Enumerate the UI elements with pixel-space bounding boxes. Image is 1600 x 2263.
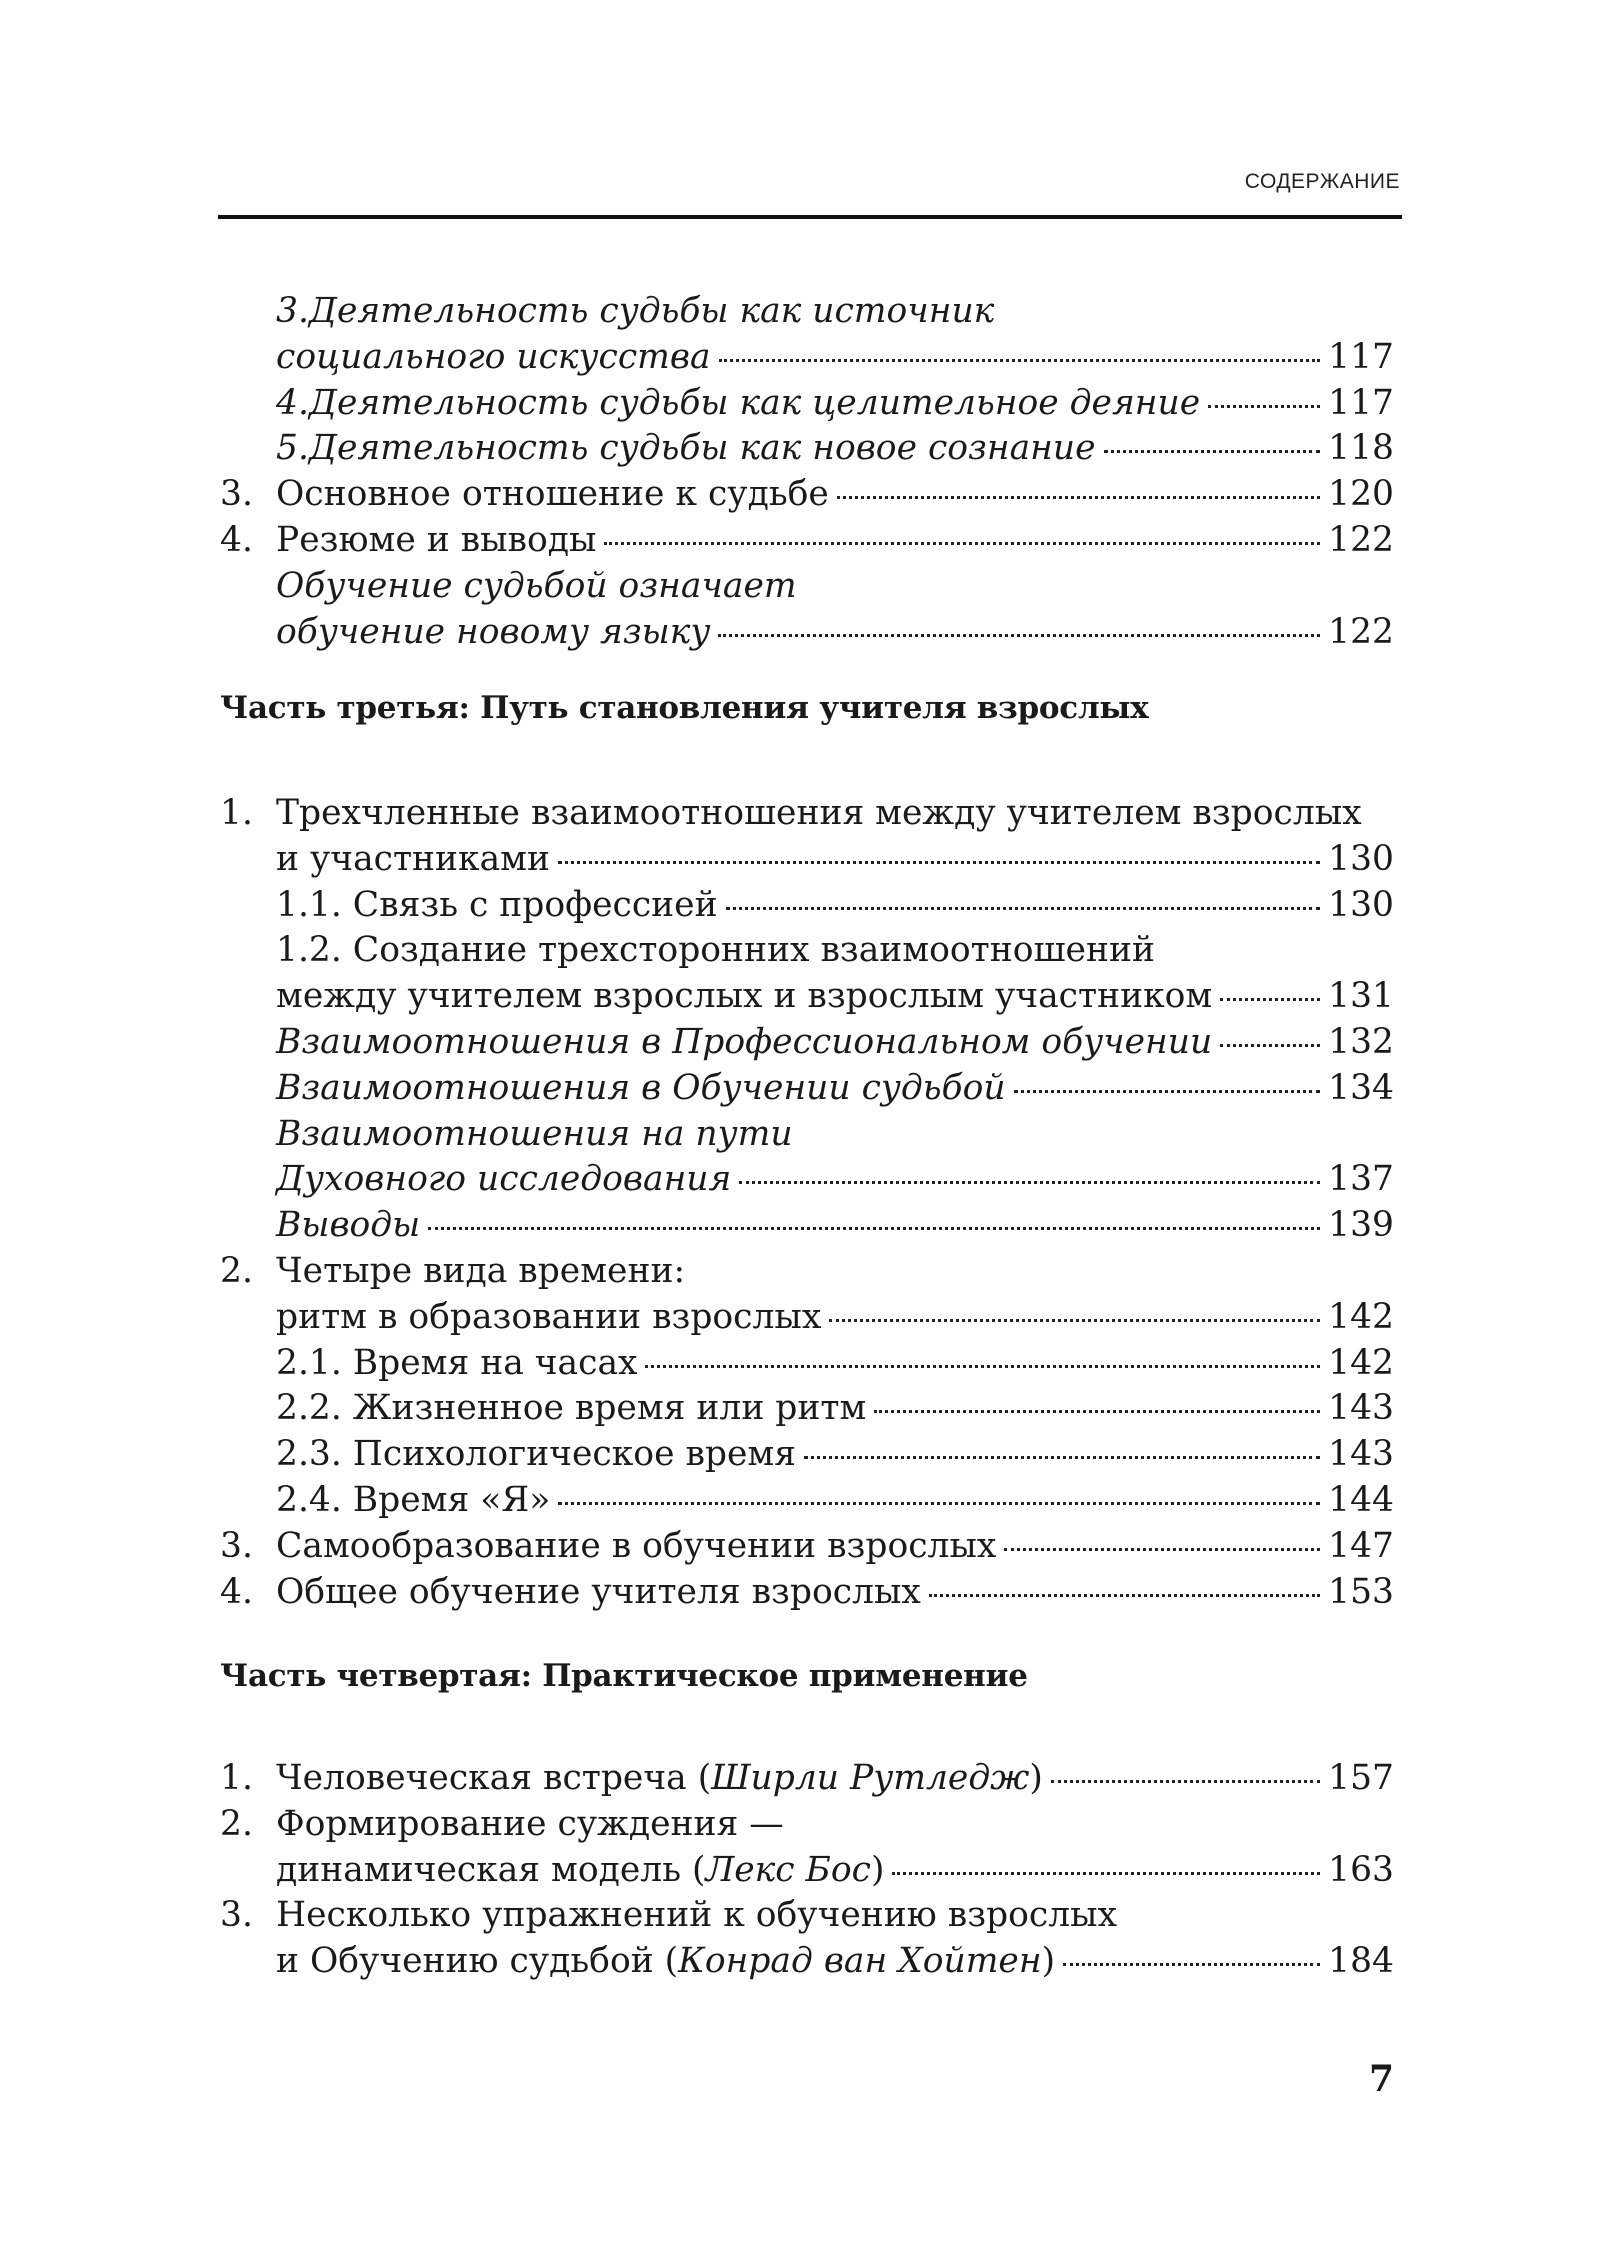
toc-entry-title: Обучение судьбой означает bbox=[276, 565, 797, 606]
toc-entry-number: 1. bbox=[220, 1758, 253, 1798]
toc-entry bbox=[220, 563, 1394, 609]
toc-entry-page: 157 bbox=[1328, 1758, 1394, 1798]
part4-heading: Часть четвертая: Практическое применение bbox=[220, 1658, 1028, 1694]
toc-entry-page: 130 bbox=[1328, 838, 1394, 879]
dot-leader bbox=[428, 1227, 1320, 1230]
dot-leader bbox=[1014, 1090, 1321, 1093]
toc-entry-page: 122 bbox=[1328, 520, 1394, 560]
dot-leader bbox=[1004, 1548, 1320, 1551]
toc-entry bbox=[220, 1294, 1394, 1340]
toc-entry bbox=[220, 1065, 1394, 1111]
toc-entry-title: 3.Деятельность судьбы как источник bbox=[276, 291, 995, 331]
dot-leader bbox=[558, 1502, 1320, 1505]
toc-entry-page: 143 bbox=[1328, 1434, 1394, 1475]
toc-entry bbox=[220, 1892, 1394, 1938]
toc-entry-number: 3. bbox=[220, 1895, 253, 1936]
toc-entry bbox=[220, 1431, 1394, 1477]
dot-leader bbox=[804, 1456, 1320, 1459]
toc-entry-title: 2.1. Время на часах bbox=[276, 1342, 638, 1383]
toc-entry-title: и Обучению судьбой (Конрад ван Хойтен) bbox=[276, 1941, 1056, 1982]
dot-leader bbox=[1104, 450, 1321, 453]
dot-leader bbox=[558, 861, 1320, 864]
toc-entry bbox=[220, 1847, 1394, 1893]
toc-entry-page: 144 bbox=[1328, 1480, 1394, 1520]
toc-entry-number: 1. bbox=[220, 793, 253, 833]
toc-entry-page: 139 bbox=[1328, 1205, 1394, 1246]
toc-entry-title: Основное отношение к судьбе bbox=[276, 474, 829, 515]
toc-entry-page: 130 bbox=[1328, 884, 1394, 925]
toc-entry-title: Общее обучение учителя взрослых bbox=[276, 1571, 921, 1612]
toc-entry-title: 5.Деятельность судьбы как новое сознание bbox=[276, 428, 1096, 469]
dot-leader bbox=[1063, 1963, 1320, 1966]
dot-leader bbox=[718, 634, 1320, 637]
toc-entry-page: 117 bbox=[1328, 382, 1394, 423]
toc-entry-page: 134 bbox=[1328, 1067, 1394, 1108]
toc-entry-page: 131 bbox=[1328, 976, 1394, 1017]
toc-entry bbox=[220, 790, 1394, 836]
toc-entry-page: 163 bbox=[1328, 1849, 1394, 1890]
dot-leader bbox=[726, 907, 1321, 910]
dot-leader bbox=[1208, 405, 1320, 408]
toc-entry-title: 2.4. Время «Я» bbox=[276, 1480, 551, 1520]
running-header: СОДЕРЖАНИЕ bbox=[1244, 170, 1400, 193]
toc-entry bbox=[220, 471, 1394, 517]
toc-entry bbox=[220, 1248, 1394, 1294]
toc-entry bbox=[220, 1523, 1394, 1569]
toc-entry-title: социального искусства bbox=[276, 336, 711, 377]
toc-entry-title: и участниками bbox=[276, 838, 550, 879]
toc-entry-number: 2. bbox=[220, 1803, 253, 1844]
toc-entry-title: Выводы bbox=[276, 1205, 421, 1246]
toc-entry-title: Взаимоотношения в Обучении судьбой bbox=[276, 1067, 1006, 1108]
toc-entry bbox=[220, 288, 1394, 334]
toc-entry-number: 3. bbox=[220, 474, 253, 515]
dot-leader bbox=[719, 359, 1321, 362]
toc-entry bbox=[220, 425, 1394, 471]
toc-entry-title: 2.3. Психологическое время bbox=[276, 1434, 796, 1475]
toc-entry bbox=[220, 609, 1394, 655]
dot-leader bbox=[1220, 1044, 1320, 1047]
toc-entry-page: 117 bbox=[1328, 336, 1394, 377]
dot-leader bbox=[1051, 1780, 1320, 1783]
toc-entry bbox=[220, 927, 1394, 973]
toc-entry-title: Резюме и выводы bbox=[276, 520, 597, 560]
toc-entry-title: 2.2. Жизненное время или ритм bbox=[276, 1388, 867, 1429]
toc-entry-number: 4. bbox=[220, 1571, 253, 1612]
toc-entry bbox=[220, 973, 1394, 1019]
toc-entry bbox=[220, 1202, 1394, 1248]
toc-entry-title: Взаимоотношения на пути bbox=[276, 1113, 793, 1154]
toc-entry-page: 153 bbox=[1328, 1571, 1394, 1612]
toc-entry-page: 142 bbox=[1328, 1342, 1394, 1383]
toc-entry-page: 137 bbox=[1328, 1159, 1394, 1200]
toc-entry bbox=[220, 334, 1394, 380]
dot-leader bbox=[929, 1594, 1320, 1597]
toc-entry-number: 3. bbox=[220, 1525, 253, 1566]
dot-leader bbox=[892, 1872, 1320, 1875]
toc-entry-title: обучение новому языку bbox=[276, 611, 711, 652]
toc-entry-title: между учителем взрослых и взрослым участником bbox=[276, 976, 1213, 1017]
toc-entry-page: 118 bbox=[1328, 428, 1394, 469]
toc-entry bbox=[220, 1385, 1394, 1431]
toc-entry-page: 122 bbox=[1328, 611, 1394, 652]
toc-entry-page: 120 bbox=[1328, 474, 1394, 515]
toc-entry bbox=[220, 1340, 1394, 1386]
toc-entry-title: 4.Деятельность судьбы как целительное деяние bbox=[276, 382, 1201, 423]
toc-entry-title: ритм в образовании взрослых bbox=[276, 1296, 822, 1337]
toc-entry-title: 1.2. Создание трехсторонних взаимоотношений bbox=[276, 930, 1155, 971]
toc-entry-page: 143 bbox=[1328, 1388, 1394, 1429]
toc-entry-page: 142 bbox=[1328, 1296, 1394, 1337]
header-rule bbox=[218, 215, 1402, 219]
toc-entry bbox=[220, 1801, 1394, 1847]
toc-entry bbox=[220, 1477, 1394, 1523]
toc-entry-title: Самообразование в обучении взрослых bbox=[276, 1525, 997, 1566]
toc-entry-title: Несколько упражнений к обучению взрослых bbox=[276, 1895, 1118, 1936]
toc-entry bbox=[220, 1938, 1394, 1984]
toc-entry-title: Формирование суждения — bbox=[276, 1803, 784, 1844]
toc-entry bbox=[220, 1569, 1394, 1615]
dot-leader bbox=[645, 1365, 1320, 1368]
dot-leader bbox=[604, 542, 1320, 545]
toc-entry-number: 4. bbox=[220, 520, 253, 560]
toc-entry bbox=[220, 1111, 1394, 1157]
toc-entry bbox=[220, 882, 1394, 928]
toc-entry bbox=[220, 1755, 1394, 1801]
toc-entry bbox=[220, 1156, 1394, 1202]
dot-leader bbox=[1220, 998, 1320, 1001]
page-number: 7 bbox=[1368, 2058, 1394, 2100]
toc-entry-title: Человеческая встреча (Ширли Рутледж) bbox=[276, 1758, 1043, 1798]
dot-leader bbox=[837, 496, 1320, 499]
part3-heading: Часть третья: Путь становления учителя взрослых bbox=[220, 690, 1149, 726]
dot-leader bbox=[829, 1319, 1320, 1322]
toc-entry-page: 132 bbox=[1328, 1022, 1394, 1062]
toc-entry bbox=[220, 1019, 1394, 1065]
toc-entry-page: 184 bbox=[1328, 1941, 1394, 1982]
toc-entry-number: 2. bbox=[220, 1251, 253, 1291]
dot-leader bbox=[739, 1181, 1320, 1184]
toc-entry-page: 147 bbox=[1328, 1525, 1394, 1566]
toc-entry bbox=[220, 517, 1394, 563]
toc-entry-title: Трехчленные взаимоотношения между учителем взрослых bbox=[276, 793, 1362, 833]
toc-entry bbox=[220, 836, 1394, 882]
toc-entry-title: 1.1. Связь с профессией bbox=[276, 884, 718, 925]
toc-entry bbox=[220, 380, 1394, 426]
toc-entry-title: динамическая модель (Лекс Бос) bbox=[276, 1849, 885, 1890]
toc-entry-title: Духовного исследования bbox=[276, 1159, 732, 1200]
dot-leader bbox=[874, 1410, 1320, 1413]
toc-entry-title: Взаимоотношения в Профессиональном обучении bbox=[276, 1022, 1213, 1062]
toc-entry-title: Четыре вида времени: bbox=[276, 1251, 686, 1291]
